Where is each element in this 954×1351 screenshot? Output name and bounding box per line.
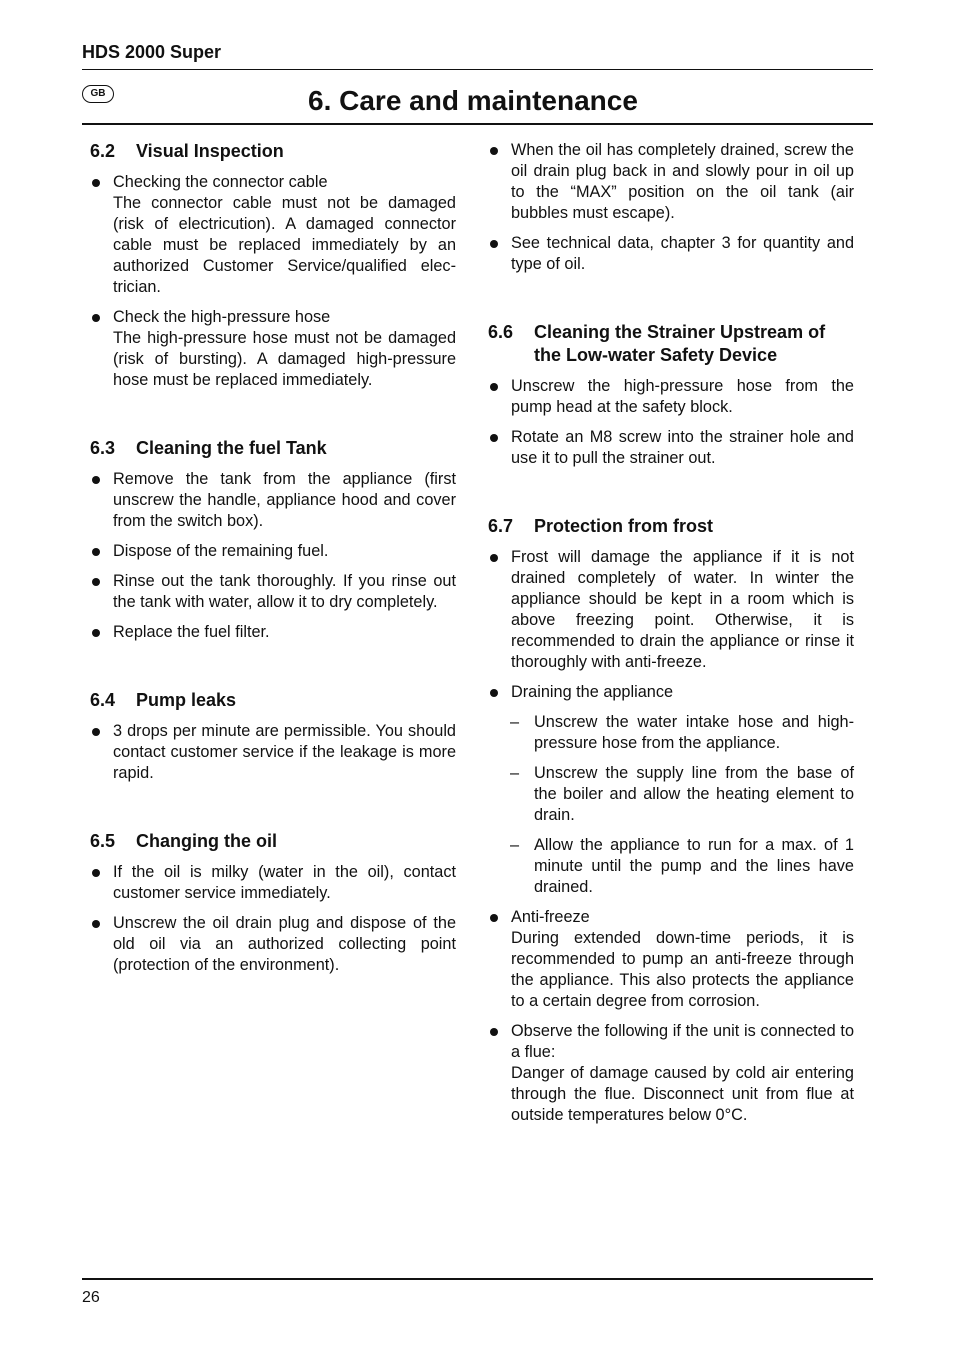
section-cleaning-fuel-tank: [90, 437, 456, 643]
page-title: 6. Care and maintenance: [308, 85, 638, 116]
bullet-icon: [92, 548, 100, 556]
list-item: [90, 469, 456, 532]
list-item: [90, 172, 456, 298]
section-changing-oil: [90, 830, 456, 976]
bullet-icon: [92, 476, 100, 484]
dash-marker: –: [510, 836, 520, 854]
page-number: 26: [82, 1289, 100, 1306]
bullet-icon: [92, 869, 100, 877]
item-paragraph: The high-pressure hose must not be damaged (risk of bursting). A damaged high-pressure hose must be replaced immediately.: [113, 329, 456, 389]
section-changing-oil-continued: [488, 140, 854, 275]
item-text: Observe the following if the unit is connected to a flue:: [511, 1022, 854, 1061]
item-text: Anti-freeze: [511, 908, 590, 926]
list-item: [488, 376, 854, 418]
bullet-icon: [490, 554, 498, 562]
bullet-icon: [92, 629, 100, 637]
item-paragraph: During extended down-time periods, it is recommended to pump an anti-freeze through the appliance. This also protects the appliance to a certain degree from corrosion.: [511, 929, 854, 1010]
list-item: [90, 622, 456, 643]
item-text: Rotate an M8 screw into the strainer hole and use it to pull the strainer out.: [511, 428, 854, 467]
bullet-icon: [92, 314, 100, 322]
section-heading: [90, 830, 456, 853]
section-title: Cleaning the fuel Tank: [136, 438, 327, 458]
item-text: Check the high-pressure hose: [113, 308, 331, 326]
section-cleaning-strainer: [488, 321, 854, 469]
item-paragraph: Danger of damage caused by cold air entering through the flue. Disconnect unit from flue at outside temperatures below 0°C.: [511, 1064, 854, 1124]
title-divider: [82, 123, 873, 125]
section-heading: [488, 515, 854, 538]
section-heading: [488, 321, 854, 367]
bullet-icon: [490, 914, 498, 922]
bullet-icon: [92, 728, 100, 736]
list-item: [488, 547, 854, 673]
list-item: [90, 913, 456, 976]
bullet-icon: [490, 1028, 498, 1036]
bullet-icon: [92, 920, 100, 928]
section-title: Visual Inspection: [136, 141, 284, 161]
section-number: 6.6: [488, 322, 514, 342]
sub-list-item: [488, 763, 854, 826]
bullet-icon: [92, 179, 100, 187]
section-number: 6.5: [90, 831, 116, 851]
section-title: Protection from frost: [534, 516, 714, 536]
list-item: [488, 233, 854, 275]
bullet-icon: [490, 147, 498, 155]
section-number: 6.7: [488, 516, 514, 536]
section-number: 6.4: [90, 690, 116, 710]
dash-marker: –: [510, 764, 520, 782]
section-title: Changing the oil: [136, 831, 277, 851]
item-text: Frost will damage the appliance if it is not drained completely of water. In winter the appliance should be kept in a room which is above freezing point. Otherwise, it is recommended to drain the appliance or rinse it thoroughly with anti-freeze.: [511, 548, 854, 671]
dash-marker: –: [510, 713, 520, 731]
section-heading: [90, 437, 456, 460]
section-number: 6.3: [90, 438, 116, 458]
item-text: Allow the appliance to run for a max. of 1 minute until the pump and the lines have drained.: [534, 836, 854, 896]
right-column: [488, 140, 854, 1172]
list-item: [90, 541, 456, 562]
list-item: [488, 682, 854, 703]
item-text: Draining the appliance: [511, 683, 674, 701]
list-item: [90, 307, 456, 391]
bullet-icon: [490, 240, 498, 248]
item-text: Unscrew the supply line from the base of the boiler and allow the heating element to drain.: [534, 764, 854, 824]
item-text: See technical data, chapter 3 for quantity and type of oil.: [511, 234, 854, 273]
list-item: [90, 721, 456, 784]
list-item: [488, 427, 854, 469]
bullet-icon: [92, 578, 100, 586]
item-text: Replace the fuel filter.: [113, 623, 270, 641]
list-item: [90, 862, 456, 904]
list-item: [488, 907, 854, 1012]
sub-list-item: [488, 835, 854, 898]
model-name: HDS 2000 Super: [82, 42, 222, 62]
bullet-icon: [490, 383, 498, 391]
section-protection-frost: [488, 515, 854, 1126]
item-text: Checking the connector cable: [113, 173, 328, 191]
section-title: Pump leaks: [136, 690, 237, 710]
item-text: 3 drops per minute are permissible. You should contact customer service if the leakage is more rapid.: [113, 722, 456, 782]
item-text: Unscrew the water intake hose and high-pressure hose from the appliance.: [534, 713, 854, 752]
section-heading: [90, 140, 456, 163]
item-text: Unscrew the oil drain plug and dispose of the old oil via an authorized collecting point (protection of the environment).: [113, 914, 456, 974]
item-paragraph: The connector cable must not be damaged (risk of electricution). A damaged connector cable must be replaced immediately by an authorized Customer Service/qualified elec-trician.: [113, 194, 456, 296]
item-text: Remove the tank from the appliance (first unscrew the handle, appliance hood and cover from the switch box).: [113, 470, 456, 530]
section-pump-leaks: [90, 689, 456, 784]
item-text: Rinse out the tank thoroughly. If you rinse out the tank with water, allow it to dry completely.: [113, 572, 456, 611]
list-item: [488, 140, 854, 224]
left-column: [90, 140, 456, 1022]
bullet-icon: [490, 434, 498, 442]
item-text: Unscrew the high-pressure hose from the pump head at the safety block.: [511, 377, 854, 416]
section-title: Cleaning the Strainer Upstream of the Low-water Safety Device: [534, 322, 826, 365]
sub-list-item: [488, 712, 854, 754]
section-number: 6.2: [90, 141, 116, 161]
list-item: [90, 571, 456, 613]
list-item: [488, 1021, 854, 1126]
header-divider: [82, 69, 873, 70]
item-text: When the oil has completely drained, screw the oil drain plug back in and slowly pour in oil up to the “MAX” position on the oil tank (air bubbles must escape).: [511, 141, 854, 222]
section-heading: [90, 689, 456, 712]
section-visual-inspection: [90, 140, 456, 391]
footer-divider: [82, 1278, 873, 1280]
item-text: Dispose of the remaining fuel.: [113, 542, 329, 560]
bullet-icon: [490, 689, 498, 697]
language-badge: GB: [82, 85, 114, 103]
item-text: If the oil is milky (water in the oil), contact customer service immediately.: [113, 863, 456, 902]
